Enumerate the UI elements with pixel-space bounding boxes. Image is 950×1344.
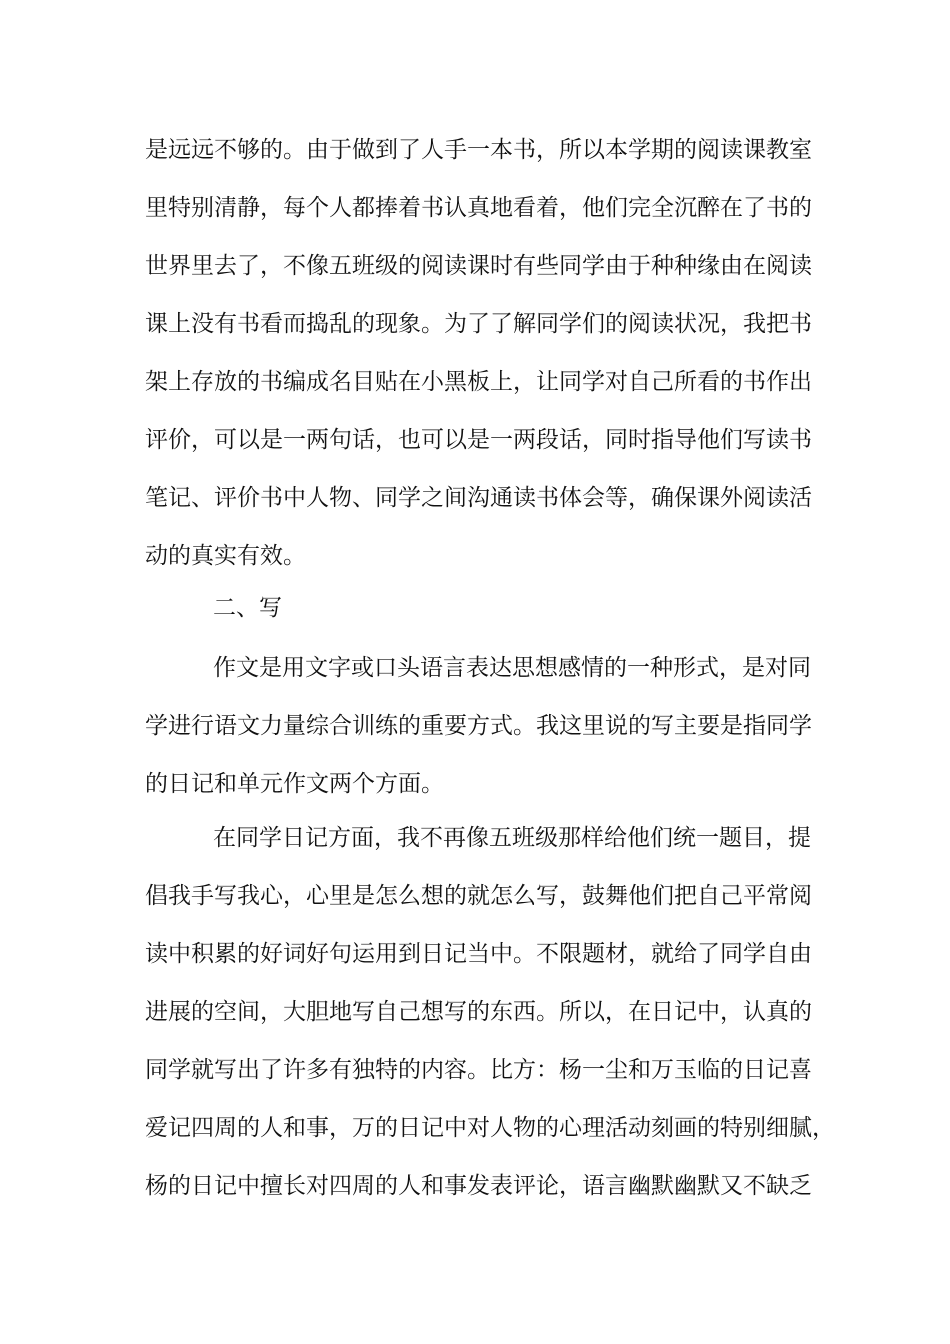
text-line: 动的真实有效。 [145, 543, 306, 569]
text-line: 读中积累的好词好句运用到日记当中。不限题材，就给了同学自由 [145, 941, 812, 967]
paragraph-first-line: 在同学日记方面，我不再像五班级那样给他们统一题目，提 [213, 825, 811, 851]
text-line: 是远远不够的。由于做到了人手一本书，所以本学期的阅读课教室 [145, 137, 812, 163]
text-line: 世界里去了，不像五班级的阅读课时有些同学由于种种缘由在阅读 [145, 253, 812, 279]
section-heading: 二、写 [213, 595, 282, 621]
text-line: 课上没有书看而捣乱的现象。为了了解同学们的阅读状况，我把书 [145, 311, 812, 337]
text-line: 进展的空间，大胆地写自己想写的东西。所以，在日记中，认真的 [145, 999, 812, 1025]
text-line: 学进行语文力量综合训练的重要方式。我这里说的写主要是指同学 [145, 713, 812, 739]
text-line: 架上存放的书编成名目贴在小黑板上，让同学对自己所看的书作出 [145, 369, 812, 395]
text-line: 评价，可以是一两句话，也可以是一两段话，同时指导他们写读书 [145, 427, 812, 453]
text-line: 的日记和单元作文两个方面。 [145, 771, 444, 797]
paragraph-first-line: 作文是用文字或口头语言表达思想感情的一种形式，是对同 [213, 655, 811, 681]
text-line: 爱记四周的人和事，万的日记中对人物的心理活动刻画的特别细腻， [145, 1115, 835, 1141]
text-line: 笔记、评价书中人物、同学之间沟通读书体会等，确保课外阅读活 [145, 485, 812, 511]
text-line: 里特别清静，每个人都捧着书认真地看着，他们完全沉醉在了书的 [145, 195, 812, 221]
text-line: 同学就写出了许多有独特的内容。比方：杨一尘和万玉临的日记喜 [145, 1057, 812, 1083]
text-line: 倡我手写我心，心里是怎么想的就怎么写，鼓舞他们把自己平常阅 [145, 883, 812, 909]
text-line: 杨的日记中擅长对四周的人和事发表评论，语言幽默幽默又不缺乏 [145, 1173, 812, 1199]
